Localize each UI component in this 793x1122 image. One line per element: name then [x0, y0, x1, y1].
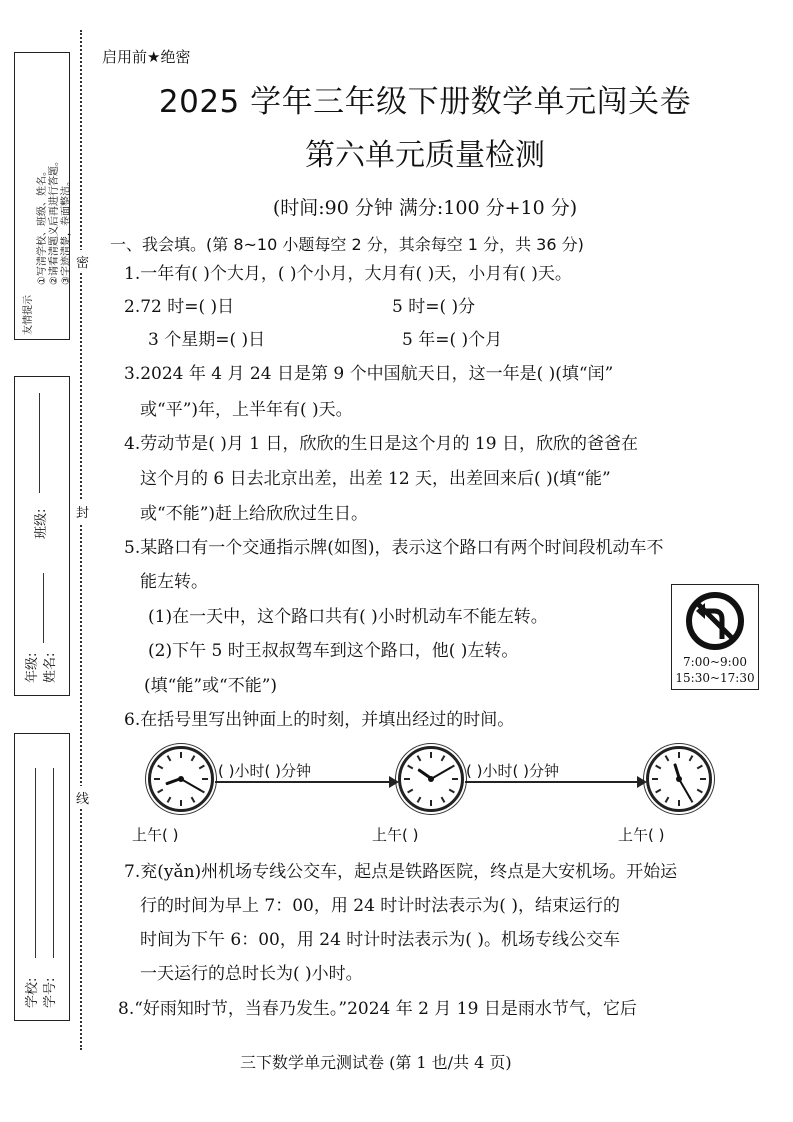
- question-4-line2: 这个月的 6 日去北京出差，出差 12 天，出差回来后( )(填“能”: [140, 469, 611, 489]
- name-fill-line[interactable]: [43, 573, 44, 643]
- page-footer: 三下数学单元测试卷 (第 1 也/共 4 页): [240, 1053, 512, 1072]
- question-4-line3: 或“不能”)赶上给欣欣过生日。: [140, 504, 369, 524]
- clock-face-3: [646, 746, 712, 812]
- clock-tick: [689, 755, 694, 761]
- notice-line-3: ③字迹清楚，卷面整洁。: [61, 176, 72, 285]
- clock-tick: [407, 789, 413, 794]
- class-fill-line[interactable]: [39, 393, 40, 493]
- name-label: 姓名:: [43, 652, 58, 683]
- clock-tick: [655, 765, 661, 770]
- notice-line-1: ①写清学校、班级、姓名。: [37, 166, 48, 285]
- school-label: 学校:: [25, 977, 40, 1008]
- elapsed-time-1: ( )小时( )分钟: [218, 762, 311, 780]
- question-7-line2: 行的时间为早上 7：00，用 24 时计时法表示为( )，结束运行的: [140, 896, 620, 916]
- question-3-line1: 3.2024 年 4 月 24 日是第 9 个中国航天日，这一年是( )(填“闰”: [124, 364, 614, 384]
- clock-tick: [430, 752, 432, 758]
- question-2a: 2.72 时=( )日: [124, 297, 235, 317]
- arrow-line-1: [215, 781, 391, 783]
- question-2b: 5 时=( )分: [392, 297, 476, 317]
- clock-center: [178, 776, 184, 782]
- notice-line-2: ②请看清题义后再进行答题。: [49, 156, 60, 285]
- number-label: 学号:: [43, 977, 58, 1008]
- clock-tick: [449, 789, 455, 794]
- clock-tick: [417, 755, 422, 761]
- clock-center: [428, 776, 434, 782]
- seal-char-xian: 线: [76, 786, 89, 809]
- elapsed-time-2: ( )小时( )分钟: [466, 762, 559, 780]
- seal-char-feng: 封: [76, 500, 89, 523]
- clock-tick: [678, 800, 680, 806]
- notice-label: 友情提示: [23, 295, 34, 335]
- class-info-box: [14, 376, 70, 696]
- clock-tick: [157, 789, 163, 794]
- clock-tick: [180, 800, 182, 806]
- clock-tick: [417, 797, 422, 803]
- clock-tick: [199, 765, 205, 770]
- question-2c: 3 个星期=( )日: [148, 330, 266, 350]
- sign-time-2: 15:30~17:30: [675, 671, 755, 685]
- question-5-line2: 能左转。: [140, 572, 208, 592]
- clock-label-2: 上午( ): [372, 826, 419, 844]
- page-title: 2025 学年三年级下册数学单元闯关卷: [158, 84, 692, 120]
- clock-tick: [407, 765, 413, 770]
- grade-label: 年级:: [25, 652, 40, 683]
- clock-tick: [665, 797, 670, 803]
- clock-tick: [678, 752, 680, 758]
- question-5-part2-hint: (填“能”或“不能”): [144, 676, 278, 696]
- question-3-line2: 或“平”)年，上半年有( )天。: [140, 400, 353, 420]
- clock-tick: [430, 800, 432, 806]
- clock-tick: [697, 765, 703, 770]
- confidential-mark: 启用前★绝密: [102, 48, 191, 66]
- clock-tick: [665, 755, 670, 761]
- notice-box: [14, 52, 70, 340]
- clock-tick: [154, 778, 160, 780]
- clock-tick: [441, 797, 446, 803]
- clock-tick: [191, 755, 196, 761]
- clock-tick: [191, 797, 196, 803]
- question-7-line4: 一天运行的总时长为( )小时。: [140, 964, 363, 984]
- clock-label-1: 上午( ): [132, 826, 179, 844]
- question-8-line1: 8.“好雨知时节，当春乃发生。”2024 年 2 月 19 日是雨水节气，它后: [118, 999, 637, 1019]
- traffic-sign: [671, 584, 759, 690]
- clock-tick: [167, 755, 172, 761]
- clock-tick: [652, 778, 658, 780]
- question-5-part2: (2)下午 5 时王叔叔驾车到这个路口，他( )左转。: [148, 641, 519, 661]
- school-info-box: [14, 733, 70, 1021]
- class-label: 班级:: [34, 508, 49, 539]
- clock-tick: [700, 778, 706, 780]
- question-5-line1: 5.某路口有一个交通指示牌(如图)，表示这个路口有两个时间段机动车不: [124, 538, 664, 558]
- clock-tick: [697, 789, 703, 794]
- clock-face-1: [148, 746, 214, 812]
- question-7-line3: 时间为下午 6：00，用 24 时计时法表示为( )。机场专线公交车: [140, 930, 620, 950]
- seal-char-mi: 密: [76, 250, 89, 273]
- clock-tick: [202, 778, 208, 780]
- arrow-line-2: [465, 781, 639, 783]
- page-subtitle: 第六单元质量检测: [305, 138, 545, 173]
- clock-tick: [180, 752, 182, 758]
- arrow-head-1: [389, 776, 399, 788]
- clock-tick: [404, 778, 410, 780]
- exam-meta: (时间:90 分钟 满分:100 分+10 分): [272, 197, 578, 219]
- number-fill-line[interactable]: [53, 768, 54, 958]
- question-4-line1: 4.劳动节是( )月 1 日，欣欣的生日是这个月的 19 日，欣欣的爸爸在: [124, 434, 638, 454]
- clock-tick: [157, 765, 163, 770]
- question-7-line1: 7.兖(yǎn)州机场专线公交车，起点是铁路医院，终点是大安机场。开始运: [124, 862, 678, 882]
- no-left-turn-icon: [672, 585, 758, 655]
- clock-tick: [167, 797, 172, 803]
- school-fill-line[interactable]: [35, 768, 36, 958]
- clock-tick: [441, 755, 446, 761]
- seal-line: [80, 30, 82, 1050]
- clock-label-3: 上午( ): [618, 826, 665, 844]
- arrow-head-2: [637, 776, 647, 788]
- sign-time-1: 7:00~9:00: [683, 655, 747, 669]
- section-heading: 一、我会填。(第 8~10 小题每空 2 分，其余每空 1 分，共 36 分): [110, 235, 584, 254]
- clock-center: [676, 776, 682, 782]
- question-2d: 5 年=( )个月: [402, 330, 503, 350]
- clock-tick: [452, 778, 458, 780]
- question-1: 1.一年有( )个大月，( )个小月，大月有( )天，小月有( )天。: [124, 264, 572, 284]
- clock-face-2: [398, 746, 464, 812]
- question-6: 6.在括号里写出钟面上的时刻，并填出经过的时间。: [124, 710, 515, 730]
- question-5-part1: (1)在一天中，这个路口共有( )小时机动车不能左转。: [148, 607, 548, 627]
- clock-tick: [655, 789, 661, 794]
